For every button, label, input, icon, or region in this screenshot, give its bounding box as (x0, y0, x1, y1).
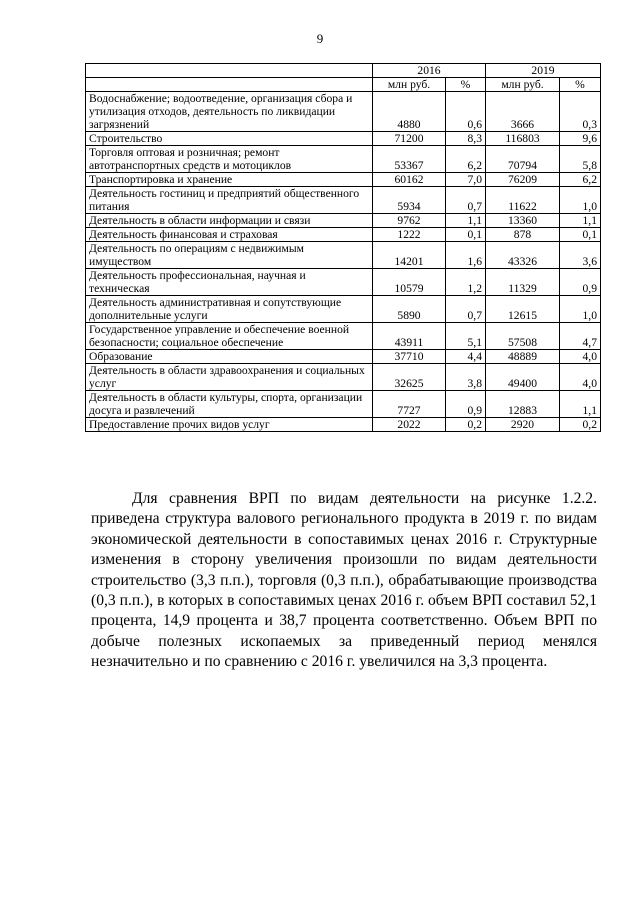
percent-2019-cell: 1,1 (560, 214, 601, 228)
percent-2019-cell: 1,0 (560, 187, 601, 214)
header-value-2016: млн руб. (373, 78, 446, 92)
activity-name-cell: Торговля оптовая и розничная; ремонт автотранспортных средств и мотоциклов (86, 146, 373, 173)
header-percent-2016: % (446, 78, 486, 92)
activity-name-cell: Деятельность профессиональная, научная и техническая (86, 269, 373, 296)
percent-2019-cell: 4,0 (560, 364, 601, 391)
activity-name-cell: Деятельность финансовая и страховая (86, 228, 373, 242)
value-2019-cell: 2920 (486, 418, 560, 432)
value-2019-cell: 116803 (486, 132, 560, 146)
value-2019-cell: 11329 (486, 269, 560, 296)
activity-name-cell: Деятельность по операциям с недвижимым имуществом (86, 242, 373, 269)
percent-2016-cell: 0,6 (446, 92, 486, 132)
table-row (86, 242, 601, 269)
percent-2016-cell: 7,0 (446, 173, 486, 187)
value-2016-cell: 2022 (373, 418, 446, 432)
activity-name-cell: Образование (86, 350, 373, 364)
value-2016-cell: 5890 (373, 296, 446, 323)
percent-2016-cell: 1,6 (446, 242, 486, 269)
table-row (86, 132, 601, 146)
activity-name-cell: Государственное управление и обеспечение военной безопасности; социальное обеспечение (86, 323, 373, 350)
analysis-paragraph: Для сравнения ВРП по видам деятельности на рисунке 1.2.2. приведена структура валового регионального продукта в 2019 г. по видам экономической деятельности в сопоставимых ценах 2016 г. Структурные изменения в сторону увеличения произошли по видам деятельности строительство (3,3 п.п.), торговля (0,3 п.п.), обрабатывающие производства (0,3 п.п.), в которых в сопоставимых ценах 2016 г. объем ВРП составил 52,1 процента, 14,9 процента и 38,7 процента соответственно. Объем ВРП по добыче полезных ископаемых за приведенный период менялся незначительно и по сравнению с 2016 г. увеличился на 3,3 процента. (91, 490, 597, 671)
table-row (86, 228, 601, 242)
value-2019-cell: 878 (486, 228, 560, 242)
percent-2016-cell: 6,2 (446, 146, 486, 173)
table-row (86, 364, 601, 391)
value-2019-cell: 76209 (486, 173, 560, 187)
table-row (86, 187, 601, 214)
percent-2016-cell: 4,4 (446, 350, 486, 364)
percent-2016-cell: 0,1 (446, 228, 486, 242)
percent-2016-cell: 3,8 (446, 364, 486, 391)
table-row (86, 350, 601, 364)
value-2016-cell: 7727 (373, 391, 446, 418)
percent-2016-cell: 0,9 (446, 391, 486, 418)
value-2016-cell: 4880 (373, 92, 446, 132)
percent-2016-cell: 0,7 (446, 296, 486, 323)
table-header-units (86, 78, 601, 92)
value-2019-cell: 49400 (486, 364, 560, 391)
header-value-2019: млн руб. (486, 78, 560, 92)
header-year-2016: 2016 (373, 64, 486, 78)
value-2019-cell: 57508 (486, 323, 560, 350)
value-2016-cell: 9762 (373, 214, 446, 228)
value-2016-cell: 1222 (373, 228, 446, 242)
percent-2019-cell: 1,0 (560, 296, 601, 323)
table-header-years (86, 64, 601, 78)
activity-name-cell: Деятельность в области культуры, спорта, организации досуга и развлечений (86, 391, 373, 418)
gva-structure-table (85, 63, 601, 432)
percent-2016-cell: 5,1 (446, 323, 486, 350)
table-row (86, 391, 601, 418)
value-2016-cell: 37710 (373, 350, 446, 364)
table-row (86, 323, 601, 350)
activity-name-cell: Транспортировка и хранение (86, 173, 373, 187)
value-2019-cell: 13360 (486, 214, 560, 228)
value-2019-cell: 48889 (486, 350, 560, 364)
percent-2016-cell: 8,3 (446, 132, 486, 146)
activity-name-cell: Водоснабжение; водоотведение, организация сбора и утилизация отходов, деятельность по ликвидации загрязнений (86, 92, 373, 132)
percent-2019-cell: 0,1 (560, 228, 601, 242)
percent-2019-cell: 0,9 (560, 269, 601, 296)
percent-2016-cell: 0,2 (446, 418, 486, 432)
percent-2019-cell: 0,3 (560, 92, 601, 132)
value-2016-cell: 10579 (373, 269, 446, 296)
value-2019-cell: 11622 (486, 187, 560, 214)
value-2016-cell: 71200 (373, 132, 446, 146)
value-2019-cell: 43326 (486, 242, 560, 269)
percent-2019-cell: 4,0 (560, 350, 601, 364)
value-2019-cell: 12615 (486, 296, 560, 323)
value-2016-cell: 53367 (373, 146, 446, 173)
table-row (86, 173, 601, 187)
activity-name-cell: Строительство (86, 132, 373, 146)
value-2019-cell: 12883 (486, 391, 560, 418)
percent-2019-cell: 9,6 (560, 132, 601, 146)
activity-name-cell: Деятельность гостиниц и предприятий общественного питания (86, 187, 373, 214)
activity-name-cell: Предоставление прочих видов услуг (86, 418, 373, 432)
percent-2019-cell: 1,1 (560, 391, 601, 418)
value-2016-cell: 43911 (373, 323, 446, 350)
percent-2019-cell: 4,7 (560, 323, 601, 350)
table-row (86, 418, 601, 432)
value-2016-cell: 5934 (373, 187, 446, 214)
table-row (86, 214, 601, 228)
header-year-2019: 2019 (486, 64, 601, 78)
page-number: 9 (316, 31, 324, 46)
percent-2019-cell: 3,6 (560, 242, 601, 269)
table-row (86, 92, 601, 132)
table-row (86, 146, 601, 173)
value-2016-cell: 14201 (373, 242, 446, 269)
table-row (86, 269, 601, 296)
header-blank (86, 78, 373, 92)
percent-2016-cell: 0,7 (446, 187, 486, 214)
activity-name-cell: Деятельность административная и сопутствующие дополнительные услуги (86, 296, 373, 323)
percent-2016-cell: 1,2 (446, 269, 486, 296)
value-2019-cell: 3666 (486, 92, 560, 132)
percent-2019-cell: 0,2 (560, 418, 601, 432)
activity-name-cell: Деятельность в области информации и связи (86, 214, 373, 228)
table-row (86, 296, 601, 323)
header-percent-2019: % (560, 78, 601, 92)
percent-2019-cell: 6,2 (560, 173, 601, 187)
percent-2016-cell: 1,1 (446, 214, 486, 228)
activity-name-cell: Деятельность в области здравоохранения и социальных услуг (86, 364, 373, 391)
header-blank (86, 64, 373, 78)
value-2019-cell: 70794 (486, 146, 560, 173)
percent-2019-cell: 5,8 (560, 146, 601, 173)
value-2016-cell: 32625 (373, 364, 446, 391)
value-2016-cell: 60162 (373, 173, 446, 187)
